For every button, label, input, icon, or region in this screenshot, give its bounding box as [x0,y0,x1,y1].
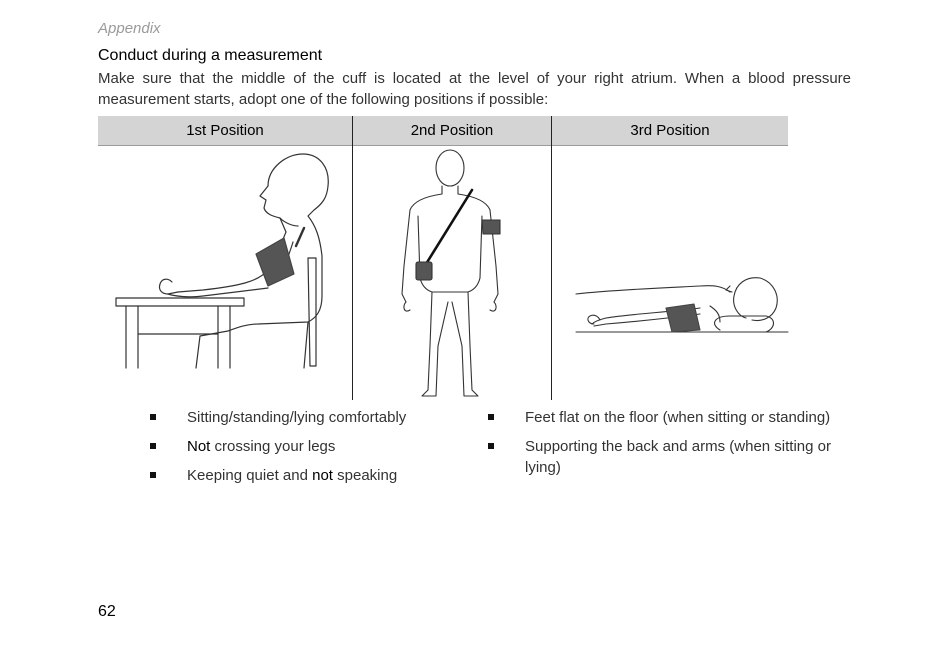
bullet-icon [488,414,494,420]
position-3-title: 3rd Position [630,122,710,139]
emphasis-word: Not [187,438,211,455]
position-2-title: 2nd Position [410,122,494,139]
bullet-icon [150,414,156,420]
positions-header-row [98,116,788,146]
page-number: 62 [98,603,116,620]
bullet-icon [150,443,156,449]
list-item: Supporting the back and arms (when sitting or lying) [488,436,848,478]
section-label: Appendix [98,20,161,37]
bullet-icon [150,472,156,478]
list-item: Feet flat on the floor (when sitting or standing) [488,407,848,428]
positions-table [98,116,788,400]
person-lying-with-cuff-icon [570,146,790,398]
list-item: Not crossing your legs [150,436,450,457]
person-standing-with-cuff-icon [392,146,522,398]
tips-list-left [150,407,450,494]
column-divider [352,116,353,400]
column-divider [551,116,552,400]
list-item: Sitting/standing/lying comfortably [150,407,450,428]
position-1-title: 1st Position [186,122,264,139]
tips-list-right [488,407,848,486]
person-sitting-at-table-with-cuff-icon [108,146,344,398]
list-item: Keeping quiet and not speaking [150,465,450,486]
emphasis-word: not [312,467,333,484]
section-heading: Conduct during a measurement [98,47,323,64]
intro-paragraph: Make sure that the middle of the cuff is located at the level of your right atrium. When a blood pressure measurement starts, adopt one of the following positions if possible: [98,70,851,108]
bullet-icon [488,443,494,449]
